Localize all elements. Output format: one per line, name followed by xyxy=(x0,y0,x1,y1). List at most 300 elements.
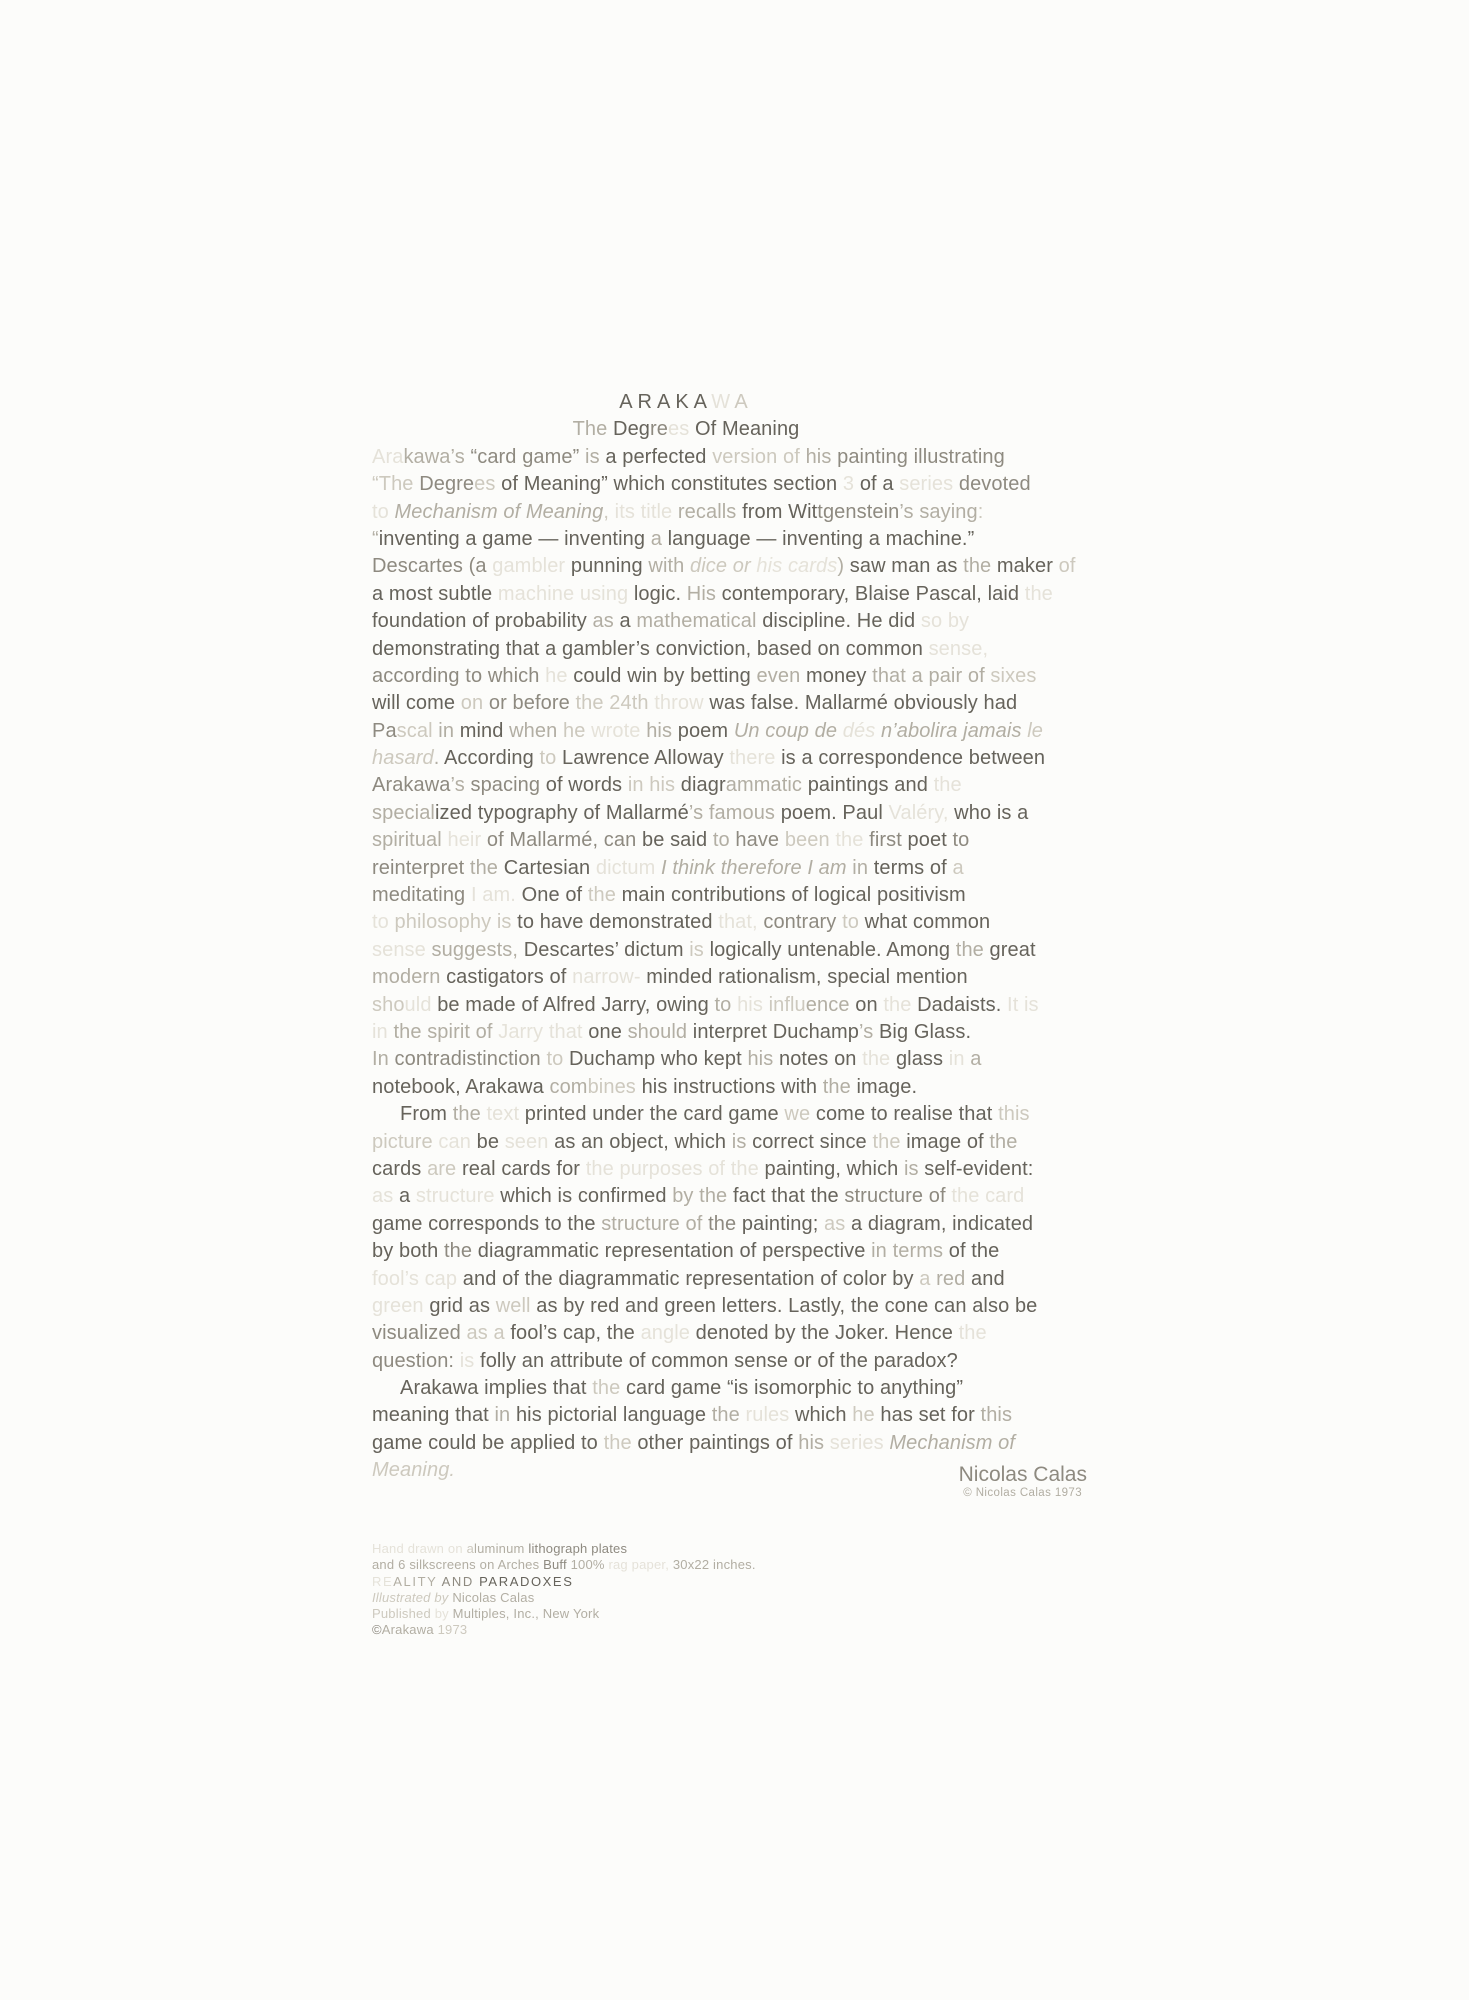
text-segment: diagr xyxy=(680,774,726,797)
text-segment: Un coup de xyxy=(733,719,843,742)
text-segment: to xyxy=(539,747,563,770)
text-segment: fool’s cap, the xyxy=(510,1322,641,1345)
text-segment: dés xyxy=(842,719,881,742)
text-segment: the xyxy=(862,1048,896,1071)
text-segment: sixes xyxy=(990,664,1037,687)
text-segment: Arakawa xyxy=(381,1622,438,1638)
text-segment: as an object, which xyxy=(554,1130,732,1153)
text-line xyxy=(372,1183,1084,1210)
text-segment: ized typography of Mallarmé xyxy=(434,801,689,824)
text-segment: his xyxy=(747,1048,779,1071)
text-segment: suggests, xyxy=(431,938,524,961)
text-segment: a xyxy=(619,610,637,633)
text-segment: modern xyxy=(372,966,447,989)
text-segment: correct since xyxy=(752,1130,873,1153)
text-segment: which is confirmed xyxy=(500,1185,673,1208)
text-segment: he xyxy=(852,1404,881,1427)
text-line xyxy=(372,772,1084,799)
text-segment: sho xyxy=(372,993,405,1016)
text-segment: uld xyxy=(404,993,438,1016)
text-segment: Published xyxy=(372,1606,435,1622)
text-segment: in xyxy=(948,1048,971,1071)
text-segment: tgenstein xyxy=(817,500,900,523)
text-segment: “ xyxy=(372,527,379,550)
text-segment: which xyxy=(794,1404,853,1427)
text-line xyxy=(372,663,1084,690)
text-segment: logically untenable. Among xyxy=(709,938,956,961)
text-segment: a perfected xyxy=(605,445,713,468)
text-line xyxy=(372,471,1084,498)
text-segment: to xyxy=(546,1048,569,1071)
colophon-line xyxy=(372,1541,872,1557)
text-segment: structure xyxy=(415,1185,501,1208)
text-segment: card game “is isomorphic to anything” xyxy=(625,1377,964,1400)
text-segment: ence xyxy=(805,993,856,1016)
text-segment: 30x22 inches. xyxy=(672,1557,756,1573)
text-line xyxy=(372,499,1084,526)
text-segment: well xyxy=(495,1294,537,1317)
text-segment: can xyxy=(603,829,642,852)
text-segment: influ xyxy=(768,993,806,1016)
text-segment: painting illustrating xyxy=(837,445,1005,468)
text-segment: is xyxy=(903,1157,925,1180)
text-segment: Jarry xyxy=(498,1020,549,1043)
text-line xyxy=(372,937,1084,964)
text-segment: a most subtle xyxy=(372,582,498,605)
text-line xyxy=(372,1430,1084,1457)
text-line xyxy=(372,581,1084,608)
essay-title-work xyxy=(372,416,1000,443)
text-segment: picture xyxy=(372,1130,439,1153)
text-segment: From xyxy=(400,1103,453,1126)
text-segment: a diagram, indicated xyxy=(851,1212,1034,1235)
text-segment: in xyxy=(438,719,460,742)
text-segment: of xyxy=(1058,555,1076,578)
text-segment: Nicolas Calas xyxy=(958,1463,1087,1486)
text-segment: It is xyxy=(1007,993,1039,1016)
text-segment: his pictorial language xyxy=(515,1404,712,1427)
text-line xyxy=(372,745,1084,772)
text-segment: as xyxy=(824,1212,852,1235)
text-segment: the card xyxy=(951,1185,1025,1208)
text-line xyxy=(372,1129,1084,1156)
text-segment: this xyxy=(998,1103,1030,1126)
text-segment: The xyxy=(572,418,614,441)
text-segment: in his xyxy=(627,774,681,797)
text-segment: real cards for xyxy=(461,1157,586,1180)
text-segment: the xyxy=(822,1075,857,1098)
text-segment: wrote xyxy=(591,719,647,742)
text-segment: notes on xyxy=(778,1048,863,1071)
text-segment: meditating xyxy=(372,884,471,907)
text-segment: will come xyxy=(372,692,461,715)
text-segment: game corresponds to the xyxy=(372,1212,602,1235)
text-segment: by the xyxy=(672,1185,733,1208)
text-segment: throw xyxy=(654,692,710,715)
text-segment: to have demonstrated xyxy=(517,911,719,934)
text-segment: saw man as xyxy=(849,555,964,578)
essay-title-artist xyxy=(372,389,1000,416)
text-segment: his xyxy=(798,1431,830,1454)
text-segment: we xyxy=(784,1103,816,1126)
text-line xyxy=(372,855,1084,882)
text-segment: interpret Duchamp xyxy=(692,1020,860,1043)
text-segment: as a xyxy=(466,1322,511,1345)
text-segment: the xyxy=(1024,582,1053,605)
text-segment: the xyxy=(452,1103,487,1126)
text-segment: that xyxy=(548,1020,589,1043)
text-segment: angle xyxy=(640,1322,696,1345)
text-segment: as xyxy=(372,1185,399,1208)
text-segment: Degre xyxy=(419,473,475,496)
text-segment: is xyxy=(496,911,518,934)
text-segment: Big Glass. xyxy=(878,1020,972,1043)
text-segment: question: xyxy=(372,1349,460,1372)
text-segment: Nicolas Calas xyxy=(452,1589,535,1605)
text-segment: that, xyxy=(718,911,764,934)
text-segment: Descartes’ dictum xyxy=(523,938,690,961)
text-segment: reinterpret xyxy=(372,856,470,879)
text-segment: what common xyxy=(864,911,991,934)
text-segment: first xyxy=(869,829,908,852)
text-segment: come to realise that xyxy=(815,1103,999,1126)
text-segment: Cartesian xyxy=(503,856,596,879)
text-segment: a xyxy=(466,1541,475,1556)
text-segment: the xyxy=(592,1377,626,1400)
text-segment: the xyxy=(872,1130,907,1153)
text-segment: Ara xyxy=(372,445,404,468)
text-line xyxy=(372,992,1084,1019)
text-segment: his xyxy=(805,445,838,468)
text-segment: was false. Mallarmé obviously had xyxy=(709,692,1018,715)
text-segment: According xyxy=(443,747,540,770)
author-signature xyxy=(372,1463,1087,1487)
text-segment: this xyxy=(980,1404,1013,1427)
text-segment: money xyxy=(805,664,873,687)
text-segment: the xyxy=(469,856,504,879)
text-segment: “card game” xyxy=(470,445,586,468)
text-segment: spacing xyxy=(470,774,546,797)
text-segment: self-evident: xyxy=(924,1157,1034,1180)
text-segment: ’s saying xyxy=(899,500,978,523)
text-segment: by both xyxy=(372,1240,444,1263)
text-line xyxy=(372,1266,1084,1293)
text-segment: by xyxy=(434,1606,453,1622)
text-segment: on xyxy=(855,993,884,1016)
text-segment: been xyxy=(784,829,836,852)
text-segment: terms of xyxy=(873,856,953,879)
text-segment: ammatic xyxy=(725,774,808,797)
text-segment: of Meaning” xyxy=(501,473,614,496)
text-segment: devoted xyxy=(958,473,1031,496)
text-segment: is xyxy=(459,1349,481,1372)
text-segment: Mechanism of Meaning xyxy=(394,500,604,523)
text-segment: punning xyxy=(570,555,649,578)
text-segment: bines xyxy=(587,1075,642,1098)
text-segment: Mechanism of xyxy=(889,1431,1016,1454)
text-segment: and xyxy=(971,1267,1005,1290)
author-copyright xyxy=(372,1487,1082,1500)
text-segment: the xyxy=(711,1404,746,1427)
text-segment: I am. xyxy=(470,884,522,907)
text-segment: his instructions with xyxy=(641,1075,823,1098)
text-segment: special xyxy=(372,801,435,824)
text-segment: W xyxy=(711,391,735,413)
text-segment: paintings and xyxy=(807,774,934,797)
colophon-line xyxy=(372,1622,872,1638)
text-segment: according xyxy=(372,664,466,687)
text-segment: of a xyxy=(859,473,900,496)
text-segment: 1973 xyxy=(437,1622,468,1638)
text-segment: with xyxy=(648,555,691,578)
text-segment: the spirit of xyxy=(393,1020,499,1043)
text-segment: ’s xyxy=(859,1020,879,1043)
text-segment: the xyxy=(958,1322,987,1345)
text-line xyxy=(372,1402,1084,1429)
text-segment: and 6 silkscreens on Arches xyxy=(372,1557,544,1573)
text-segment: sense, xyxy=(928,637,989,660)
text-segment: rag paper, xyxy=(608,1557,673,1573)
text-segment: contemporary, Blaise Pascal, laid xyxy=(721,582,1025,605)
text-segment: RE xyxy=(372,1573,394,1589)
text-segment: great xyxy=(989,938,1036,961)
text-line xyxy=(372,827,1084,854)
text-segment: a xyxy=(650,527,668,550)
text-segment: be xyxy=(476,1130,505,1153)
text-segment: text xyxy=(486,1103,525,1126)
text-segment: gambler xyxy=(492,555,571,578)
text-segment: series xyxy=(899,473,959,496)
text-segment: Meaning. xyxy=(372,1459,456,1482)
text-segment: notebook, Arakawa xyxy=(372,1075,550,1098)
text-segment: poem. Paul xyxy=(780,801,889,824)
text-segment: be made of Alfred Jarry, owing xyxy=(437,993,715,1016)
text-segment: a xyxy=(970,1048,982,1071)
colophon-line xyxy=(372,1574,872,1590)
text-segment: Arakawa xyxy=(372,774,451,797)
text-segment: seen xyxy=(504,1130,555,1153)
text-segment: poem xyxy=(677,719,734,742)
text-line xyxy=(372,1046,1084,1073)
text-segment: foundation of probability xyxy=(372,610,593,633)
text-segment: 100% xyxy=(570,1557,609,1573)
essay-text-column xyxy=(372,389,1084,1485)
text-segment: the xyxy=(835,829,870,852)
text-segment: Dadaists. xyxy=(917,993,1008,1016)
text-segment: demonstrating that a gambler’s conviction, based on common xyxy=(372,637,929,660)
text-segment: of Mallarmé, xyxy=(486,829,604,852)
text-segment: ’s famous xyxy=(688,801,781,824)
text-segment: the purposes of the xyxy=(585,1157,765,1180)
text-segment: Duchamp who kept xyxy=(568,1048,748,1071)
text-segment: its title xyxy=(614,500,678,523)
text-segment: Arakawa implies that xyxy=(400,1377,593,1400)
text-segment: maker xyxy=(996,555,1059,578)
text-segment: Multiples, Inc., New York xyxy=(452,1606,600,1622)
text-line xyxy=(372,882,1084,909)
text-segment: diagrammatic representation of perspective xyxy=(477,1240,872,1263)
text-segment: folly an attribute of common sense or of the paradox? xyxy=(480,1349,958,1372)
text-segment: © Nicolas Calas 1973 xyxy=(963,1487,1082,1499)
text-line xyxy=(372,909,1084,936)
text-segment: in xyxy=(871,1240,893,1263)
text-segment: the xyxy=(603,1431,638,1454)
text-segment: the xyxy=(708,1212,742,1235)
text-segment: Buff xyxy=(543,1557,571,1573)
text-segment: one xyxy=(588,1020,628,1043)
text-line xyxy=(372,1074,1084,1101)
text-segment: a xyxy=(919,1267,937,1290)
text-segment: on xyxy=(460,692,489,715)
text-segment: a xyxy=(952,856,964,879)
text-segment: es xyxy=(474,473,502,496)
text-segment: narrow- xyxy=(572,966,647,989)
text-segment: is xyxy=(689,938,710,961)
text-segment: be said xyxy=(641,829,713,852)
text-line xyxy=(372,608,1084,635)
text-segment: has set for xyxy=(880,1404,981,1427)
text-line xyxy=(372,1348,1084,1375)
text-segment: his cards xyxy=(756,555,838,578)
text-line xyxy=(372,690,1084,717)
text-segment: AND xyxy=(441,1573,480,1589)
text-segment: com xyxy=(549,1075,588,1098)
text-segment: as by red and green letters. Lastly, the cone can also be xyxy=(536,1294,1038,1317)
colophon-line xyxy=(372,1557,872,1573)
text-segment: I think therefore I am xyxy=(661,856,853,879)
text-segment: there xyxy=(729,747,782,770)
text-segment: version of xyxy=(712,445,806,468)
text-segment: minded rationalism, special mention xyxy=(646,966,968,989)
text-segment: poet xyxy=(907,829,953,852)
text-segment: Of Meaning xyxy=(695,418,800,441)
text-segment: inventing a game — inventing xyxy=(378,527,651,550)
text-line xyxy=(372,1320,1084,1347)
text-segment: cards xyxy=(372,1157,428,1180)
text-segment: that a pair of xyxy=(872,664,991,687)
colophon-line xyxy=(372,1590,872,1606)
text-segment: dictum xyxy=(595,856,662,879)
text-line xyxy=(372,800,1084,827)
text-segment: PARADOXES xyxy=(479,1573,574,1589)
text-segment: recalls xyxy=(677,500,743,523)
text-segment: © xyxy=(372,1622,382,1638)
text-segment: castigators of xyxy=(446,966,573,989)
text-segment: discipline. He did xyxy=(762,610,921,633)
colophon-block xyxy=(372,1541,872,1639)
text-segment: n’abolira jamais xyxy=(880,719,1028,742)
text-segment: dice or xyxy=(690,555,757,578)
text-segment: . xyxy=(433,747,444,770)
text-segment: could win by betting xyxy=(573,664,757,687)
text-segment: from Wit xyxy=(742,500,818,523)
text-segment: glass xyxy=(895,1048,949,1071)
text-segment: sense xyxy=(372,938,432,961)
text-segment: and of the diagrammatic representation of color by xyxy=(462,1267,920,1290)
text-line xyxy=(372,1019,1084,1046)
text-segment: terms xyxy=(892,1240,949,1263)
text-segment: Illustrated by xyxy=(372,1589,453,1605)
text-segment: to xyxy=(372,500,395,523)
text-segment: lithograph plates xyxy=(528,1541,628,1556)
text-segment: re xyxy=(650,418,669,441)
essay-title-block xyxy=(372,389,1084,444)
text-segment: contradistinction xyxy=(394,1048,547,1071)
text-segment: to xyxy=(952,829,970,852)
colophon-line xyxy=(372,1606,872,1622)
text-segment: meaning that xyxy=(372,1404,495,1427)
text-segment: series xyxy=(829,1431,890,1454)
text-segment: as xyxy=(592,610,620,633)
text-segment: image. xyxy=(856,1075,918,1098)
text-segment: the xyxy=(963,555,997,578)
text-segment: le xyxy=(1027,719,1043,742)
text-segment: grid as xyxy=(429,1294,496,1317)
text-segment: structure of xyxy=(844,1185,952,1208)
text-segment: a xyxy=(398,1185,416,1208)
text-segment: painting, which xyxy=(764,1157,904,1180)
text-segment: so by xyxy=(920,610,970,633)
text-line xyxy=(372,526,1084,553)
text-line xyxy=(372,1101,1084,1128)
text-segment: red xyxy=(936,1267,972,1290)
text-segment: ALITY xyxy=(393,1573,442,1589)
text-segment: who is a xyxy=(954,801,1029,824)
text-segment: A xyxy=(734,391,753,413)
text-segment: 3 xyxy=(842,473,860,496)
text-segment: his xyxy=(646,719,678,742)
text-segment: are xyxy=(427,1157,462,1180)
text-segment: the 24th xyxy=(575,692,655,715)
text-segment: of the xyxy=(948,1240,1000,1263)
text-segment: printed under the card game xyxy=(524,1103,785,1126)
text-segment: Pa xyxy=(372,719,397,742)
text-segment: his xyxy=(737,993,769,1016)
text-segment: ARAKA xyxy=(619,391,712,413)
text-segment: image of xyxy=(906,1130,990,1153)
text-segment: main contributions of logical positivism xyxy=(621,884,966,907)
text-segment: he xyxy=(563,719,592,742)
text-segment: contrary xyxy=(763,911,843,934)
text-line xyxy=(372,1375,1084,1402)
text-segment: His xyxy=(686,582,722,605)
text-segment: kawa’s xyxy=(403,445,471,468)
text-segment: Valéry, xyxy=(888,801,955,824)
text-segment: mathematical xyxy=(636,610,763,633)
text-segment: spiritual xyxy=(372,829,448,852)
text-segment: is xyxy=(585,445,606,468)
text-segment: fool’s cap xyxy=(372,1267,463,1290)
text-segment: other paintings of xyxy=(637,1431,799,1454)
text-segment: to which xyxy=(465,664,546,687)
text-segment: to xyxy=(712,829,736,852)
text-segment: have xyxy=(735,829,785,852)
text-segment: green xyxy=(372,1294,430,1317)
text-segment: in xyxy=(494,1404,516,1427)
text-segment: ’s xyxy=(450,774,471,797)
text-segment: Lawrence Alloway xyxy=(562,747,730,770)
text-segment: should xyxy=(627,1020,693,1043)
text-line xyxy=(372,1211,1084,1238)
text-segment: Descartes (a xyxy=(372,555,493,578)
text-segment: Deg xyxy=(613,418,651,441)
text-segment: to xyxy=(372,911,395,934)
text-segment: or before xyxy=(488,692,576,715)
text-segment: One of xyxy=(521,884,588,907)
text-segment: logic. xyxy=(633,582,687,605)
text-segment: of words xyxy=(545,774,628,797)
text-segment: hasard xyxy=(372,747,434,770)
